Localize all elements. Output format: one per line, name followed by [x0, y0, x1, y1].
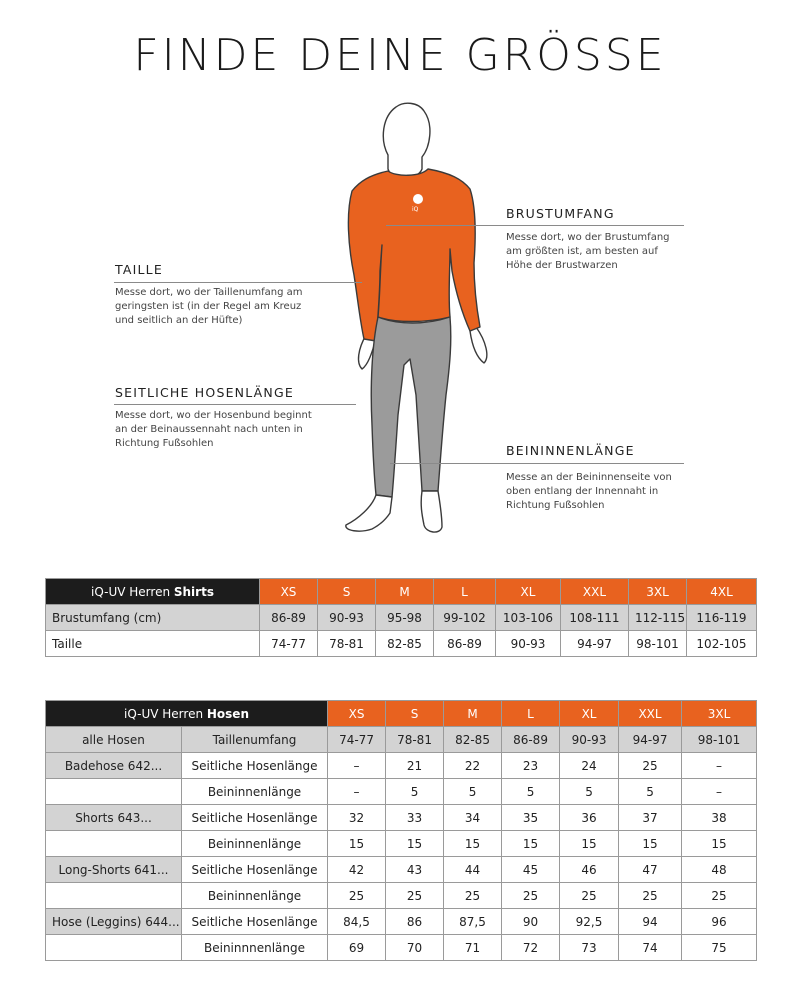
table-cell: 5: [386, 779, 444, 805]
group-label: alle Hosen: [46, 727, 182, 753]
brustumfang-title: BRUSTUMFANG: [506, 206, 615, 221]
table-cell: 99-102: [434, 605, 496, 631]
table-cell: 103-106: [496, 605, 561, 631]
row-label: Beininnenlänge: [182, 831, 328, 857]
table-cell: 25: [328, 883, 386, 909]
size-header: XXL: [619, 701, 682, 727]
table-cell: 5: [444, 779, 502, 805]
table-cell: 78-81: [386, 727, 444, 753]
table-row: [46, 605, 757, 631]
table-cell: 5: [502, 779, 560, 805]
size-header: XL: [496, 579, 561, 605]
table-cell: –: [328, 753, 386, 779]
table-cell: 25: [386, 883, 444, 909]
seitlich-line: Messe dort, wo der Hosenbund beginnt: [115, 410, 312, 421]
size-header: XS: [260, 579, 318, 605]
row-label: Taille: [46, 631, 260, 657]
table-cell: 23: [502, 753, 560, 779]
row-label: Beininnnenlänge: [182, 935, 328, 961]
table-cell: 15: [328, 831, 386, 857]
table-cell: –: [328, 779, 386, 805]
table-cell: 86-89: [502, 727, 560, 753]
table-cell: 48: [682, 857, 757, 883]
table-cell: 74-77: [328, 727, 386, 753]
beininnenlaenge-text: [506, 471, 672, 513]
table-cell: 43: [386, 857, 444, 883]
table-cell: 116-119: [687, 605, 757, 631]
table-title-bold: Hosen: [206, 706, 249, 721]
size-header: 3XL: [682, 701, 757, 727]
table-cell: 25: [502, 883, 560, 909]
table-cell: 15: [386, 831, 444, 857]
table-cell: 82-85: [376, 631, 434, 657]
shirts-table-title: [46, 579, 260, 605]
table-cell: 25: [444, 883, 502, 909]
table-cell: 108-111: [561, 605, 629, 631]
seitliche-hosenlaenge-text: [115, 409, 312, 451]
hosen-table-title: [46, 701, 328, 727]
bein-line: oben entlang der Innennaht in: [506, 486, 659, 497]
size-header: XL: [560, 701, 619, 727]
group-label: Badehose 642...: [46, 753, 182, 779]
table-cell: 15: [560, 831, 619, 857]
table-cell: 86-89: [260, 605, 318, 631]
row-label: Seitliche Hosenlänge: [182, 805, 328, 831]
table-cell: 72: [502, 935, 560, 961]
table-cell: 38: [682, 805, 757, 831]
taille-title: TAILLE: [115, 262, 163, 277]
size-header: 4XL: [687, 579, 757, 605]
guide-beininnenlaenge: [390, 463, 684, 464]
table-cell: 94-97: [619, 727, 682, 753]
bein-line: Richtung Fußsohlen: [506, 500, 605, 511]
table-cell: 15: [619, 831, 682, 857]
page-title: FINDE DEINE GRÖSSE: [133, 30, 667, 81]
table-cell: 15: [682, 831, 757, 857]
seitlich-line: Richtung Fußsohlen: [115, 438, 214, 449]
brustumfang-line: Höhe der Brustwarzen: [506, 260, 618, 271]
table-cell: 25: [619, 883, 682, 909]
table-title-bold: Shirts: [173, 584, 214, 599]
size-header: M: [376, 579, 434, 605]
group-label: Long-Shorts 641...: [46, 857, 182, 883]
size-header: 3XL: [629, 579, 687, 605]
table-cell: 78-81: [318, 631, 376, 657]
table-cell: 42: [328, 857, 386, 883]
body-figure-icon: [300, 95, 510, 545]
table-cell: 25: [619, 753, 682, 779]
table-cell: 5: [560, 779, 619, 805]
group-label-empty: [46, 779, 182, 805]
table-cell: 87,5: [444, 909, 502, 935]
table-cell: 86-89: [434, 631, 496, 657]
table-cell: 95-98: [376, 605, 434, 631]
taille-text: [115, 286, 303, 328]
table-cell: –: [682, 753, 757, 779]
table-row: [46, 727, 757, 753]
table-cell: 98-101: [629, 631, 687, 657]
table-cell: 33: [386, 805, 444, 831]
table-cell: 37: [619, 805, 682, 831]
brustumfang-line: Messe dort, wo der Brustumfang: [506, 232, 670, 243]
group-label-empty: [46, 883, 182, 909]
table-cell: 75: [682, 935, 757, 961]
table-cell: 84,5: [328, 909, 386, 935]
row-label: Beininnenlänge: [182, 883, 328, 909]
table-cell: 90-93: [560, 727, 619, 753]
group-label-empty: [46, 935, 182, 961]
brustumfang-line: am größten ist, am besten auf: [506, 246, 658, 257]
taille-line: Messe dort, wo der Taillenumfang am: [115, 287, 303, 298]
table-cell: 36: [560, 805, 619, 831]
hosen-header-row: [46, 701, 757, 727]
table-cell: 73: [560, 935, 619, 961]
table-cell: 74: [619, 935, 682, 961]
bein-line: Messe an der Beininnenseite von: [506, 472, 672, 483]
group-label-empty: [46, 831, 182, 857]
table-cell: 44: [444, 857, 502, 883]
group-label: Hose (Leggins) 644...: [46, 909, 182, 935]
table-row: [46, 935, 757, 961]
seitlich-line: an der Beinaussennaht nach unten in: [115, 424, 303, 435]
table-cell: 15: [502, 831, 560, 857]
table-cell: 82-85: [444, 727, 502, 753]
table-cell: 32: [328, 805, 386, 831]
table-cell: 25: [682, 883, 757, 909]
row-label: Seitliche Hosenlänge: [182, 857, 328, 883]
size-header: S: [318, 579, 376, 605]
beininnenlaenge-title: BEININNENLÄNGE: [506, 443, 635, 458]
table-cell: 15: [444, 831, 502, 857]
size-header: XS: [328, 701, 386, 727]
row-label: Taillenumfang: [182, 727, 328, 753]
table-cell: 74-77: [260, 631, 318, 657]
table-cell: 94-97: [561, 631, 629, 657]
table-title-prefix: iQ-UV Herren: [124, 706, 207, 721]
shirts-header-row: [46, 579, 757, 605]
logo-text: iQ: [412, 206, 419, 213]
table-cell: 98-101: [682, 727, 757, 753]
size-header: L: [502, 701, 560, 727]
row-label: Brustumfang (cm): [46, 605, 260, 631]
row-label: Beininnenlänge: [182, 779, 328, 805]
size-header: S: [386, 701, 444, 727]
table-row: [46, 779, 757, 805]
table-cell: 71: [444, 935, 502, 961]
table-cell: 47: [619, 857, 682, 883]
table-cell: 45: [502, 857, 560, 883]
table-cell: 90-93: [318, 605, 376, 631]
table-cell: 24: [560, 753, 619, 779]
table-cell: 69: [328, 935, 386, 961]
table-cell: 70: [386, 935, 444, 961]
table-cell: 25: [560, 883, 619, 909]
taille-line: und seitlich an der Hüfte): [115, 315, 243, 326]
taille-line: geringsten ist (in der Regel am Kreuz: [115, 301, 302, 312]
table-cell: 34: [444, 805, 502, 831]
guide-taille: [114, 282, 362, 283]
size-header: L: [434, 579, 496, 605]
row-label: Seitliche Hosenlänge: [182, 909, 328, 935]
size-header: M: [444, 701, 502, 727]
table-cell: –: [682, 779, 757, 805]
table-row: [46, 857, 757, 883]
size-header: XXL: [561, 579, 629, 605]
table-cell: 112-115: [629, 605, 687, 631]
guide-seitliche-hosenlaenge: [114, 404, 356, 405]
guide-brustumfang: [386, 225, 684, 226]
table-title-prefix: iQ-UV Herren: [91, 584, 174, 599]
row-label: Seitliche Hosenlänge: [182, 753, 328, 779]
hosen-size-table: [45, 700, 757, 961]
table-cell: 90-93: [496, 631, 561, 657]
table-cell: 5: [619, 779, 682, 805]
table-row: [46, 883, 757, 909]
shirts-size-table: [45, 578, 757, 657]
table-cell: 92,5: [560, 909, 619, 935]
group-label: Shorts 643...: [46, 805, 182, 831]
table-cell: 102-105: [687, 631, 757, 657]
table-row: [46, 805, 757, 831]
table-cell: 21: [386, 753, 444, 779]
table-cell: 86: [386, 909, 444, 935]
table-cell: 35: [502, 805, 560, 831]
table-row: [46, 831, 757, 857]
table-cell: 96: [682, 909, 757, 935]
table-cell: 94: [619, 909, 682, 935]
table-cell: 22: [444, 753, 502, 779]
table-cell: 46: [560, 857, 619, 883]
table-cell: 90: [502, 909, 560, 935]
seitliche-hosenlaenge-title: SEITLICHE HOSENLÄNGE: [115, 385, 294, 400]
table-row: [46, 631, 757, 657]
brustumfang-text: [506, 231, 670, 273]
table-row: [46, 753, 757, 779]
table-row: [46, 909, 757, 935]
